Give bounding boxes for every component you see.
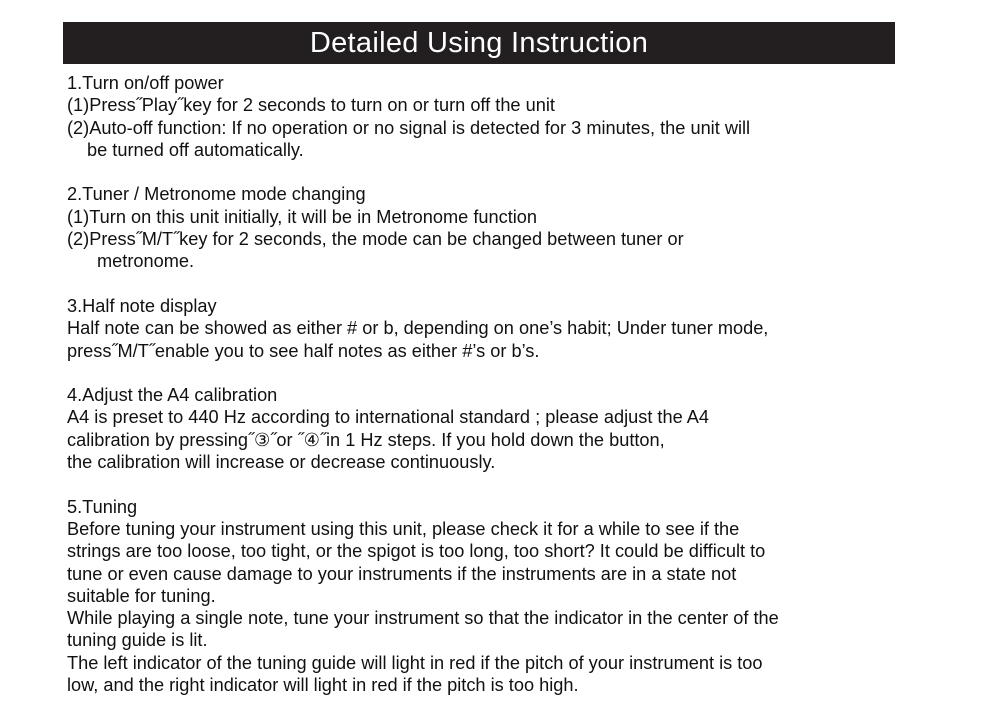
instruction-line: the calibration will increase or decrease continuously.: [67, 452, 496, 473]
instruction-line: (1)Turn on this unit initially, it will be in Metronome function: [67, 206, 538, 227]
section-a4-calibration: [67, 384, 927, 473]
instruction-line: press˝M/T˝enable you to see half notes as either #’s or b’s.: [67, 340, 540, 361]
title-bar: [63, 22, 895, 64]
instruction-line: be turned off automatically.: [87, 139, 304, 160]
section-heading: 3.Half note display: [67, 295, 217, 316]
instruction-line: (2)Auto-off function: If no operation or no signal is detected for 3 minutes, the unit will: [67, 117, 751, 138]
section-heading: 2.Tuner / Metronome mode changing: [67, 184, 366, 205]
section-power: [67, 72, 927, 161]
page-title: Detailed Using Instruction: [309, 26, 649, 59]
section-heading: 5.Tuning: [67, 496, 138, 517]
instruction-line: calibration by pressing˝③˝or ˝④˝in 1 Hz steps. If you hold down the button,: [67, 429, 665, 450]
section-mode-changing: [67, 183, 927, 272]
instruction-body: [67, 72, 927, 719]
instruction-line: metronome.: [97, 251, 195, 272]
instruction-line: tune or even cause damage to your instruments if the instruments are in a state not: [67, 563, 737, 584]
instruction-line: (2)Press˝M/T˝key for 2 seconds, the mode can be changed between tuner or: [67, 229, 684, 250]
instruction-line: (1)Press˝Play˝key for 2 seconds to turn on or turn off the unit: [67, 95, 555, 116]
section-heading: 1.Turn on/off power: [67, 73, 224, 93]
instruction-line: While playing a single note, tune your instrument so that the indicator in the center of the: [67, 608, 779, 629]
section-heading: 4.Adjust the A4 calibration: [67, 385, 278, 406]
instruction-line: suitable for tuning.: [67, 585, 216, 606]
section-half-note: [67, 295, 927, 362]
instruction-line: Half note can be showed as either # or b, depending on one’s habit; Under tuner mode,: [67, 318, 769, 339]
instruction-line: A4 is preset to 440 Hz according to international standard ; please adjust the A4: [67, 407, 710, 428]
instruction-line: strings are too loose, too tight, or the spigot is too long, too short? It could be difficult to: [67, 541, 766, 562]
instruction-line: Before tuning your instrument using this unit, please check it for a while to see if the: [67, 518, 740, 539]
section-tuning: [67, 496, 927, 697]
instruction-line: low, and the right indicator will light in red if the pitch is too high.: [67, 675, 579, 696]
instruction-line: tuning guide is lit.: [67, 630, 208, 651]
instruction-line: The left indicator of the tuning guide will light in red if the pitch of your instrument is too: [67, 652, 763, 673]
